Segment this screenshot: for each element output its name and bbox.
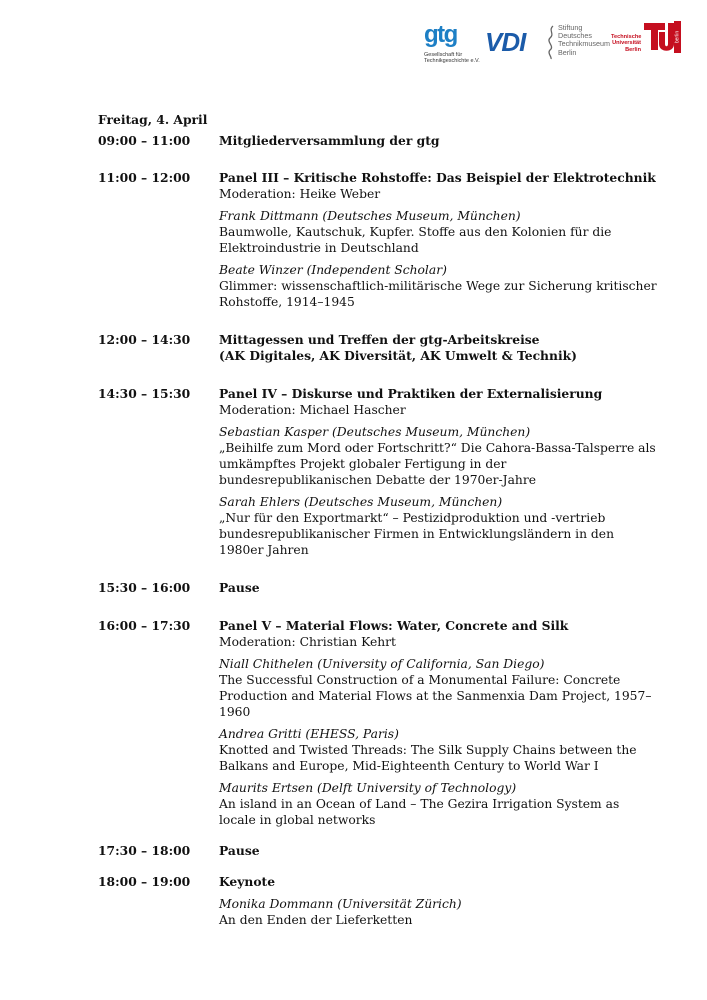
- svg-text:berlin: berlin: [674, 30, 681, 44]
- session-time: 17:30 – 18:00: [98, 843, 191, 858]
- talk: [219, 208, 658, 256]
- session-moderation: Moderation: Heike Weber: [219, 187, 381, 201]
- talk: [219, 656, 658, 720]
- session-time: 11:00 – 12:00: [98, 170, 191, 185]
- session-row: [98, 332, 658, 364]
- sdtm-logo-text: Stiftung Deutsches Technikmuseum Berlin: [558, 23, 610, 57]
- session-title: Panel III – Kritische Rohstoffe: Das Beispiel der Elektrotechnik: [219, 170, 656, 185]
- session-time: 18:00 – 19:00: [98, 874, 191, 889]
- talk: [219, 424, 658, 488]
- talk-speaker: Beate Winzer (Independent Scholar): [219, 263, 447, 277]
- session-row: [98, 170, 658, 310]
- talk-title: „Nur für den Exportmarkt“ – Pestizidproduktion und -vertrieb bundesrepublikanischer Firmen in Entwicklungsländern in den 1980er Jahren: [219, 511, 615, 557]
- talk-title: Knotted and Twisted Threads: The Silk Supply Chains between the Balkans and Europe, Mid-Eighteenth Century to World War I: [219, 743, 637, 773]
- day-heading: Freitag, 4. April: [98, 112, 208, 127]
- vdi-logo: VDI: [485, 27, 526, 57]
- session-title: Panel IV – Diskurse und Praktiken der Externalisierung: [219, 386, 603, 401]
- session-moderation: Moderation: Michael Hascher: [219, 403, 406, 417]
- talk-speaker: Frank Dittmann (Deutsches Museum, München): [219, 209, 521, 223]
- talk-title: The Successful Construction of a Monumental Failure: Concrete Production and Material Flows at the Sanmenxia Dam Project, 1957–1960: [219, 673, 652, 719]
- session-title: Keynote: [219, 874, 276, 889]
- session-time: 16:00 – 17:30: [98, 618, 191, 633]
- session-row: [98, 843, 658, 859]
- logo-strip: [0, 14, 707, 76]
- talk: [219, 726, 658, 774]
- talk-title: An den Enden der Lieferketten: [219, 913, 413, 927]
- sdtm-logo-mark: [547, 24, 556, 60]
- session-title-line2: (AK Digitales, AK Diversität, AK Umwelt & Technik): [219, 348, 577, 363]
- session-title: Pause: [219, 580, 260, 595]
- session-row: [98, 133, 658, 149]
- talk: [219, 262, 658, 310]
- session-moderation: Moderation: Christian Kehrt: [219, 635, 396, 649]
- svg-text:gtg: gtg: [424, 22, 457, 48]
- session-row: [98, 618, 658, 828]
- talk-title: „Beihilfe zum Mord oder Fortschritt?“ Die Cahora-Bassa-Talsperre als umkämpftes Projekt globaler Fertigung in der bundesrepublikanischen Debatte der 1970er-Jahre: [219, 441, 656, 487]
- session-title: Pause: [219, 843, 260, 858]
- session-time: 12:00 – 14:30: [98, 332, 191, 347]
- talk-title: An island in an Ocean of Land – The Gezira Irrigation System as locale in global networks: [219, 797, 620, 827]
- session-row: [98, 386, 658, 558]
- session-title: Mittagessen und Treffen der gtg-Arbeitskreise: [219, 332, 540, 347]
- session-title: Panel V – Material Flows: Water, Concrete and Silk: [219, 618, 569, 633]
- talk-speaker: Monika Dommann (Universität Zürich): [219, 897, 462, 911]
- session-row: [98, 580, 658, 596]
- talk-title: Baumwolle, Kautschuk, Kupfer. Stoffe aus den Kolonien für die Elektroindustrie in Deutschland: [219, 225, 612, 255]
- session-time: 09:00 – 11:00: [98, 133, 191, 148]
- session-row: [98, 874, 658, 928]
- gtg-logo-caption: Gesellschaft für Technikgeschichte e.V.: [424, 52, 480, 64]
- programme-schedule: [98, 112, 658, 928]
- talk-speaker: Niall Chithelen (University of California, San Diego): [219, 657, 545, 671]
- tu-berlin-logo-text: Technische Universität Berlin: [611, 34, 642, 53]
- talk: [219, 896, 658, 928]
- talk: [219, 780, 658, 828]
- session-time: 14:30 – 15:30: [98, 386, 191, 401]
- session-time: 15:30 – 16:00: [98, 580, 191, 595]
- talk-speaker: Andrea Gritti (EHESS, Paris): [219, 727, 399, 741]
- gtg-logo: [424, 22, 494, 64]
- talk-speaker: Maurits Ertsen (Delft University of Technology): [219, 781, 517, 795]
- tu-berlin-logo-mark: [643, 20, 681, 54]
- talk-speaker: Sebastian Kasper (Deutsches Museum, München): [219, 425, 531, 439]
- talk-speaker: Sarah Ehlers (Deutsches Museum, München): [219, 495, 503, 509]
- talk-title: Glimmer: wissenschaftlich-militärische Wege zur Sicherung kritischer Rohstoffe, 1914–1945: [219, 279, 657, 309]
- gtg-logo-mark: [424, 22, 468, 50]
- talk: [219, 494, 658, 558]
- session-title: Mitgliederversammlung der gtg: [219, 133, 440, 148]
